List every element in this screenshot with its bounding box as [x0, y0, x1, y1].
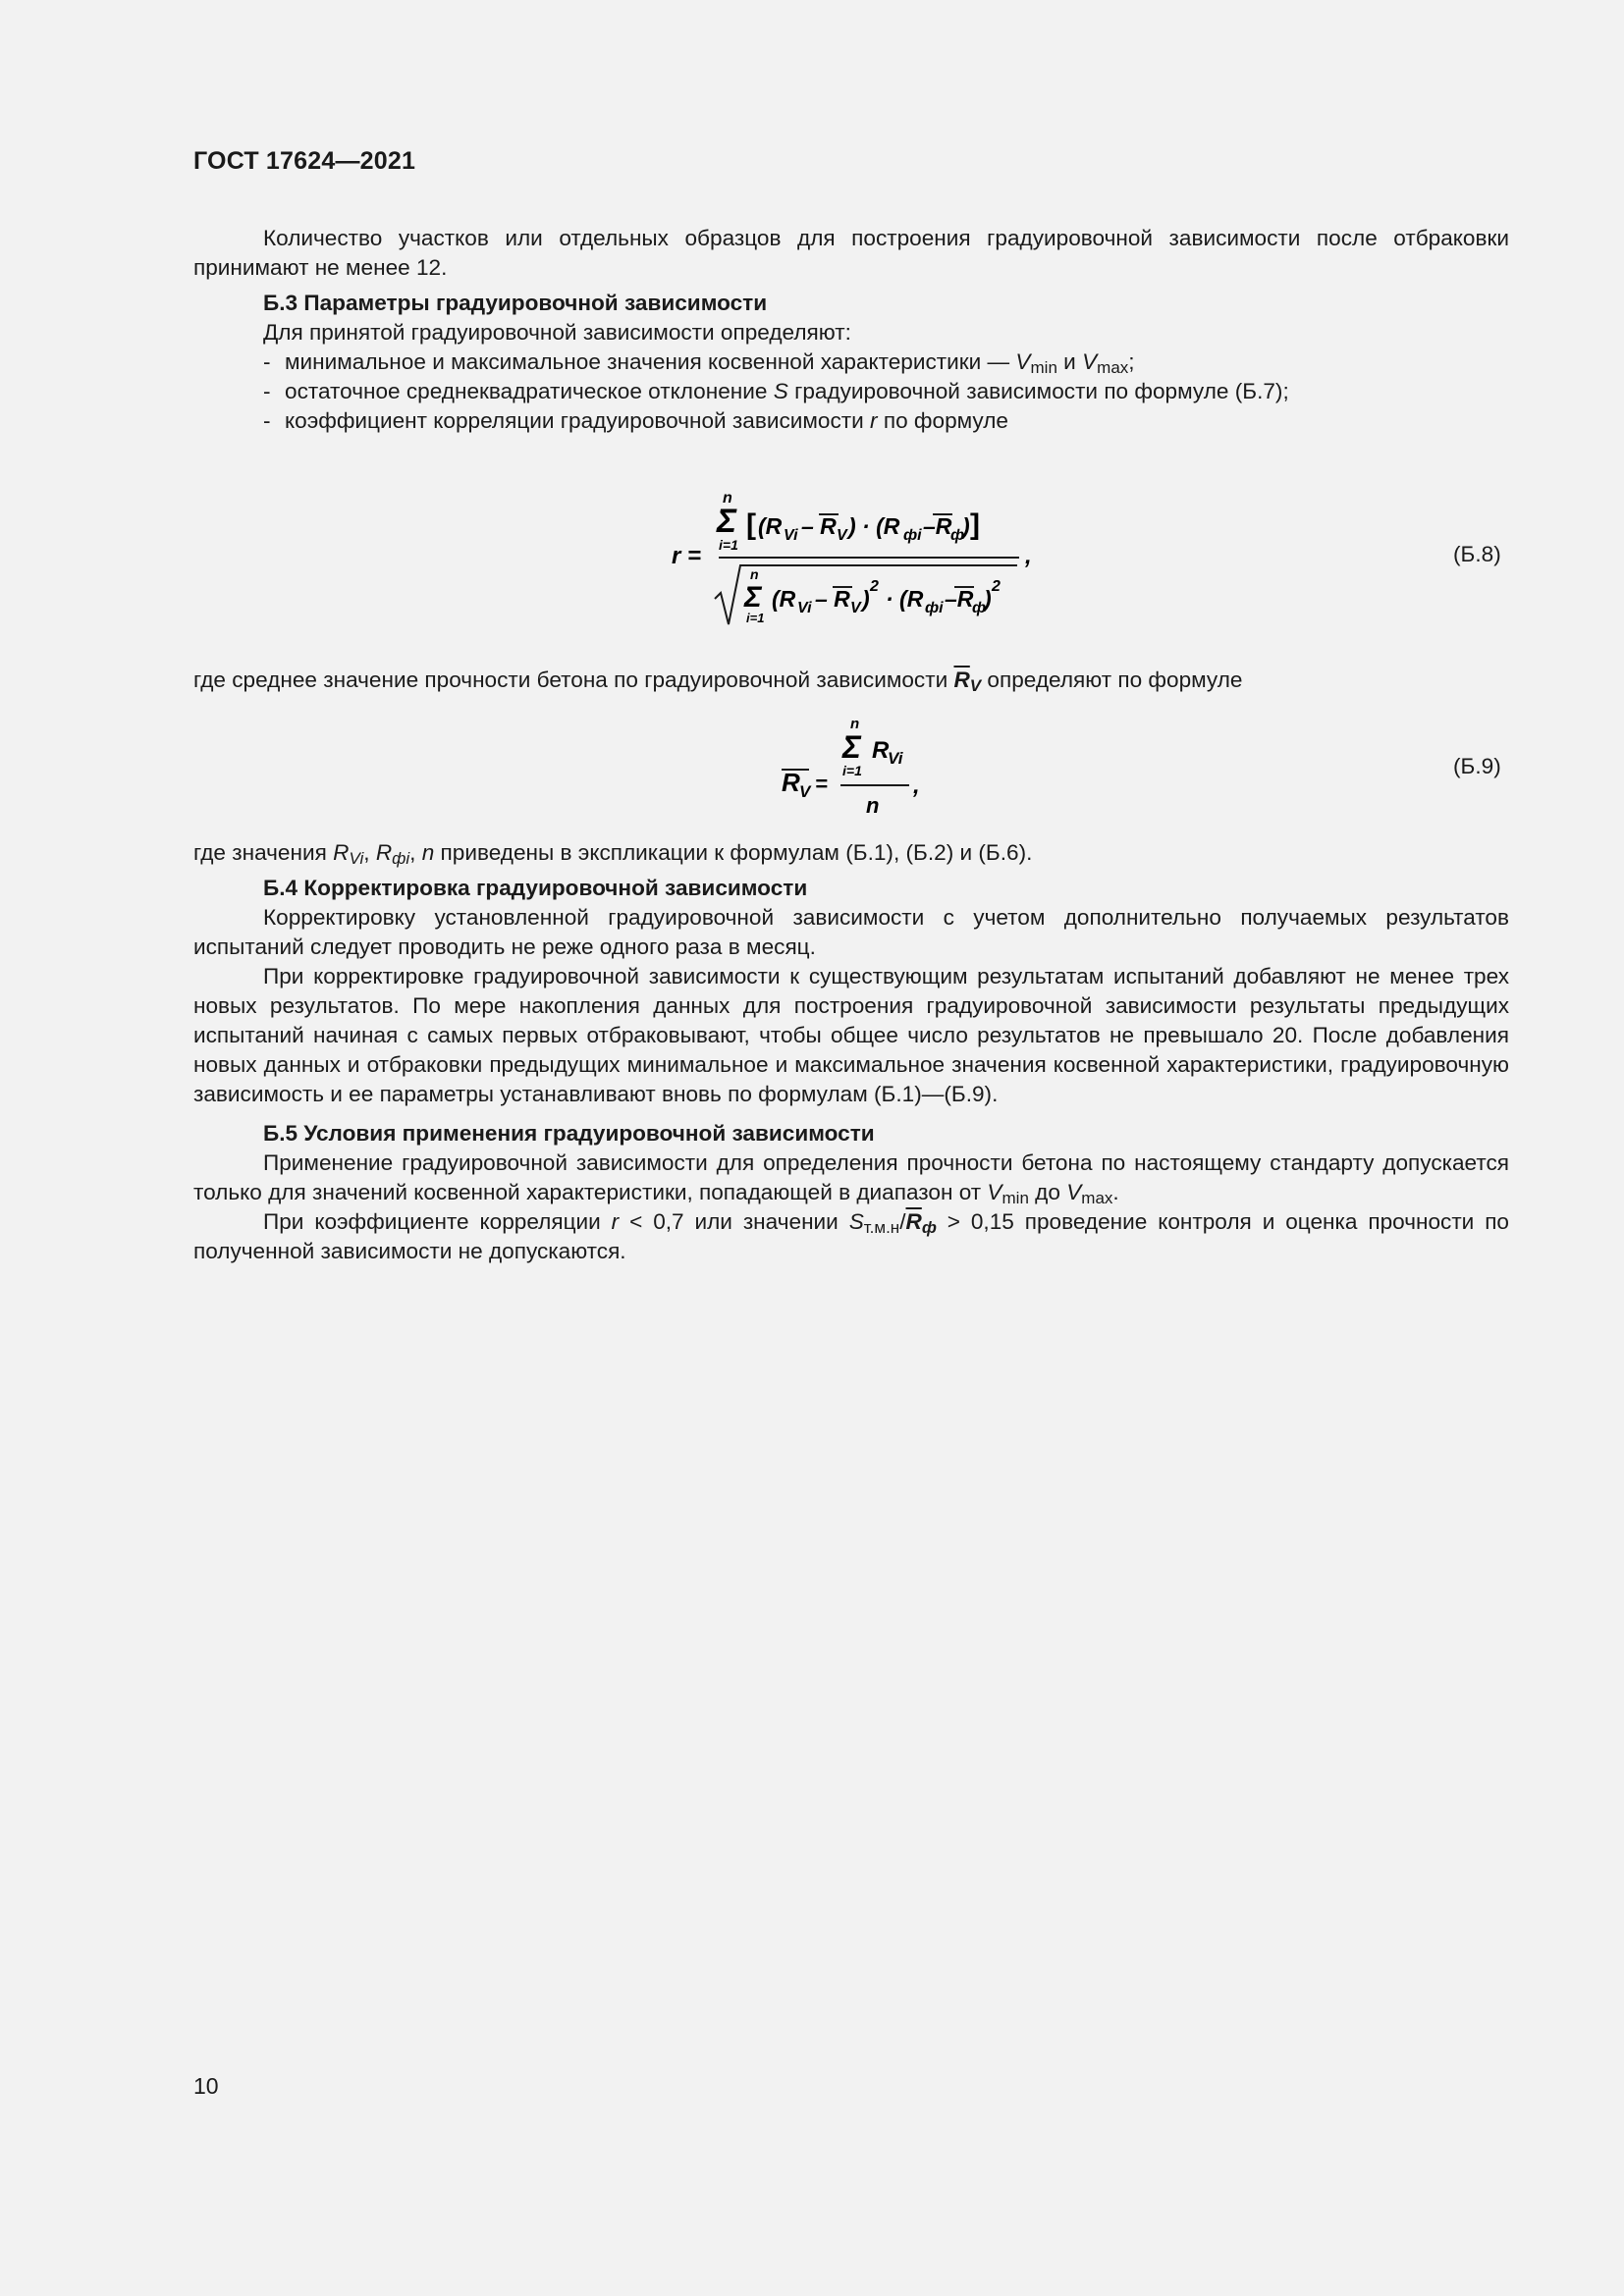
- svg-text:]: ]: [970, 508, 980, 541]
- svg-text:Vi: Vi: [784, 527, 798, 544]
- svg-text:– R: – R: [815, 586, 850, 612]
- svg-text:n: n: [866, 793, 880, 817]
- sum-lower-limit: i=1: [719, 537, 738, 553]
- svg-text:фi: фi: [903, 527, 922, 544]
- equation-number-b9: (Б.9): [1453, 754, 1501, 778]
- after-b8-text: где среднее значение прочности бетона по градуировочной зависимости $\overline{R}_V$ определяют по формуле: [193, 667, 1243, 695]
- svg-text:) · (R: ) · (R: [848, 513, 900, 539]
- svg-text:i=1: i=1: [746, 611, 765, 625]
- svg-text:ф: ф: [950, 527, 965, 544]
- numerator-expression: [746, 508, 980, 544]
- svg-text:): ): [984, 586, 992, 612]
- sum-lower-limit: i=1: [842, 763, 862, 778]
- svg-text:(R: (R: [758, 513, 783, 539]
- svg-text:Vi: Vi: [797, 600, 812, 616]
- bullet-item: - остаточное среднеквадратическое отклонение S градуировочной зависимости по формуле (Б.7);: [193, 377, 1509, 406]
- sigma-symbol: Σ: [744, 581, 762, 614]
- sum-upper-limit: n: [850, 716, 860, 732]
- bullet-item: - минимальное и максимальное значения косвенной характеристики — $V_{min}$ и $V_{max}$;: [263, 349, 1135, 377]
- after-b9-text: где значения $R_{Vi}$, $R_{фi}$, n приведены в экспликации к формулам (Б.1), (Б.2) и (Б.6).: [193, 840, 1033, 868]
- svg-text:,: ,: [913, 773, 920, 799]
- formula-b8: [668, 487, 1060, 634]
- sigma-symbol: Σ: [842, 729, 861, 765]
- svg-text:R: R: [872, 737, 890, 764]
- svg-text:=: =: [815, 772, 828, 796]
- svg-text:–R: –R: [945, 586, 974, 612]
- svg-text:V: V: [799, 782, 811, 801]
- intro-paragraph: Количество участков или отдельных образцов для построения градуировочной зависимости после отбраковки принимают не менее 12.: [193, 226, 1509, 280]
- formula-b8-lhs: r =: [672, 543, 702, 569]
- formula-b8-comma: ,: [1025, 543, 1032, 569]
- section-b5-paragraph-1: Применение градуировочной зависимости для определения прочности бетона по настоящему стандарту допускается только для значений косвенной характеристики, попадающей в диапазон от $V_{min}$ до $V_{max}$.: [193, 1150, 1509, 1207]
- section-b3-heading: Б.3 Параметры градуировочной зависимости: [263, 291, 768, 315]
- svg-text:): ): [962, 513, 970, 539]
- svg-text:V: V: [850, 600, 861, 616]
- svg-text:– R: – R: [801, 513, 837, 539]
- formula-b9-lhs-var: R: [782, 768, 800, 797]
- section-b4-paragraph-2: При корректировке градуировочной зависимости к существующим результатам испытаний добавляют не менее трех новых результатов. По мере накопления данных для построения градуировочной зависимости результаты предыдущих испытаний начиная с самых первых отбраковывают, чтобы общее число результатов не превышало 20. После добавления новых данных и отбраковки предыдущих минимальное и максимальное значения косвенной характеристики, градуировочную зависимость и ее параметры устанавливают вновь по формулам (Б.1)—(Б.9).: [193, 964, 1509, 1106]
- equation-number-b8: (Б.8): [1453, 542, 1501, 566]
- section-b5-heading: Б.5 Условия применения градуировочной зависимости: [263, 1121, 875, 1146]
- document-header: ГОСТ 17624—2021: [193, 147, 416, 175]
- svg-text:n: n: [750, 566, 759, 582]
- bullet-dash: -: [263, 408, 271, 433]
- svg-text:): ): [862, 586, 870, 612]
- svg-text:Vi: Vi: [888, 749, 903, 768]
- formula-b9: [776, 715, 933, 817]
- svg-text:[: [: [746, 508, 756, 541]
- svg-text:2: 2: [992, 578, 1001, 595]
- bullet-dash: -: [263, 349, 271, 374]
- section-b4-heading: Б.4 Корректировка градуировочной зависимости: [263, 876, 808, 900]
- sum-upper-limit: n: [723, 490, 732, 507]
- section-b3-lead: Для принятой градуировочной зависимости определяют:: [263, 320, 851, 345]
- svg-text:(R: (R: [772, 586, 796, 612]
- svg-text:ф: ф: [972, 600, 987, 616]
- bullet-dash: -: [263, 379, 271, 403]
- page-number: 10: [193, 2073, 219, 2099]
- section-b5-paragraph-2: При коэффициенте корреляции r < 0,7 или значении $S_{т.м.н}/\overline{R}_ф > 0,15$ проведение контроля и оценка прочности по полученной зависимости не допускаются.: [193, 1209, 1509, 1263]
- sigma-symbol: Σ: [717, 503, 737, 540]
- bullet-item: - коэффициент корреляции градуировочной зависимости r по формуле: [193, 406, 1509, 436]
- svg-text:· (R: · (R: [886, 586, 924, 612]
- svg-text:фi: фi: [925, 600, 944, 616]
- section-b4-paragraph-1: Корректировку установленной градуировочной зависимости с учетом дополнительно получаемых результатов испытаний следует проводить не реже одного раза в месяц.: [193, 905, 1509, 959]
- svg-text:2: 2: [870, 578, 879, 595]
- svg-text:V: V: [837, 527, 847, 544]
- svg-text:–R: –R: [923, 513, 952, 539]
- body-block-top: [193, 224, 1509, 436]
- body-block-bottom: [193, 838, 1509, 1266]
- denominator-expression: [772, 578, 1001, 616]
